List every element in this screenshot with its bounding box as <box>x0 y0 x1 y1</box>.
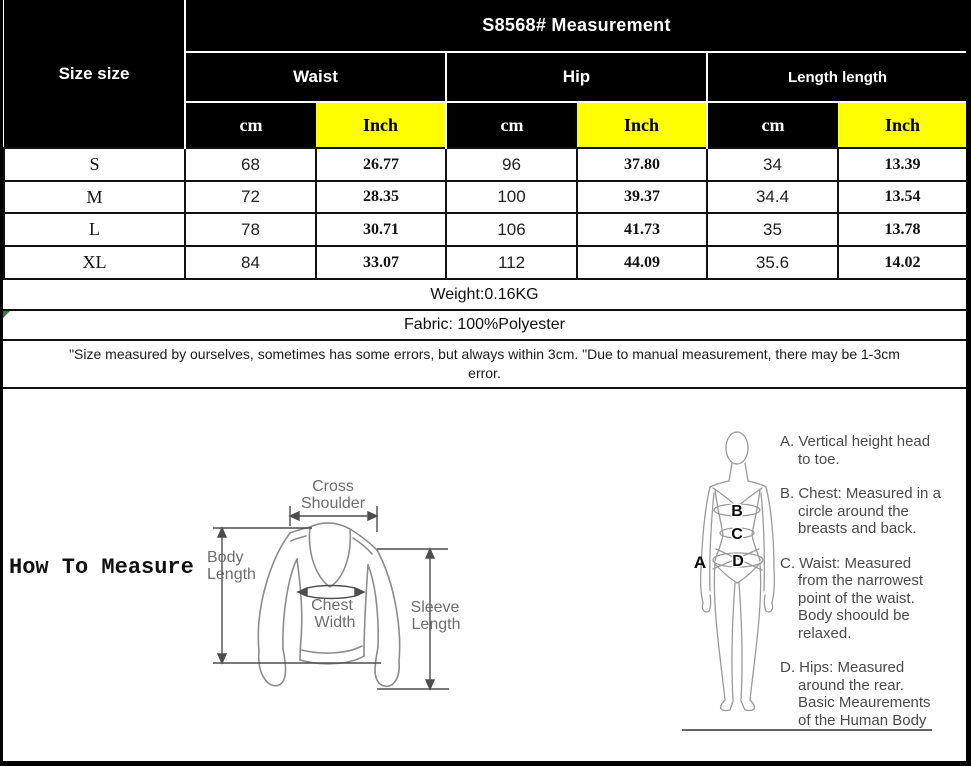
waist-inch: 33.07 <box>316 246 446 279</box>
size-label: L <box>4 213 185 246</box>
instruction-line: of the Human Body <box>798 711 927 729</box>
chest-width-label: Width <box>314 614 356 631</box>
table-row-s <box>4 148 967 181</box>
waist-cm: 72 <box>185 181 316 213</box>
note-line-2: error. <box>468 365 501 381</box>
length-cm: 34.4 <box>707 181 838 213</box>
instruction-line: Body shoould be <box>798 607 910 624</box>
how-to-measure-section <box>3 389 966 760</box>
instruction-line: C. Waist: Measured <box>780 554 912 572</box>
measure-instructions <box>780 433 966 746</box>
figure-letter-d: D <box>732 553 744 570</box>
size-table <box>3 0 968 280</box>
length-inch: 13.39 <box>838 148 967 181</box>
fabric-text: Fabric: 100%Polyester <box>404 316 565 333</box>
instruction-c <box>780 555 966 643</box>
hip-inch: 39.37 <box>577 181 707 213</box>
hip-inch: 37.80 <box>577 148 707 181</box>
figure-letter-b: B <box>731 503 743 520</box>
waist-inch: 26.77 <box>316 148 446 181</box>
size-column-header: Size size <box>4 0 185 148</box>
instruction-line: A. Vertical height head <box>780 433 931 450</box>
cell-comment-marker <box>3 311 10 318</box>
table-row-m <box>4 181 967 213</box>
length-cm: 35 <box>707 213 838 246</box>
sleeve-length-label: Sleeve <box>410 599 460 616</box>
fabric-row <box>3 311 966 341</box>
table-row-l <box>4 213 967 246</box>
sleeve-length-label: Length <box>411 616 461 633</box>
unit-header-cm: cm <box>185 102 316 148</box>
length-inch: 13.78 <box>838 213 967 246</box>
length-inch: 13.54 <box>838 181 967 213</box>
instruction-d <box>780 659 966 729</box>
instruction-line: B. Chest: Measured in a <box>780 485 941 502</box>
garment-labels <box>207 478 460 633</box>
waist-cm: 68 <box>185 148 316 181</box>
hip-cm: 112 <box>446 246 577 279</box>
size-label: S <box>4 148 185 181</box>
instruction-line: Basic Meaurements <box>798 694 931 711</box>
how-to-measure-heading: How To Measure <box>9 555 194 580</box>
cross-shoulder-label: Cross <box>312 478 354 495</box>
body-length-label: Body <box>207 549 244 566</box>
size-label: XL <box>4 246 185 279</box>
figure-letter-a: A <box>693 553 707 572</box>
hip-inch: 44.09 <box>577 246 707 279</box>
figure-letter-c: C <box>731 526 743 543</box>
unit-header-cm: cm <box>707 102 838 148</box>
unit-header-inch: Inch <box>577 102 707 148</box>
note-line-1: "Size measured by ourselves, sometimes has some errors, but always within 3cm. "Due to manual measurement, there may be 1-3cm <box>69 346 900 362</box>
waist-cm: 84 <box>185 246 316 279</box>
instruction-b <box>780 485 966 538</box>
unit-header-inch: Inch <box>838 102 967 148</box>
group-header-waist: Waist <box>185 52 446 102</box>
size-label: M <box>4 181 185 213</box>
weight-text: Weight:0.16KG <box>430 285 539 303</box>
instruction-line: point of the waist. <box>798 589 915 607</box>
waist-inch: 30.71 <box>316 213 446 246</box>
instruction-line: around the rear. <box>798 676 904 694</box>
unit-header-cm: cm <box>446 102 577 148</box>
body-length-label: Length <box>207 566 256 583</box>
instruction-line: circle around the <box>798 502 909 520</box>
instruction-a <box>780 433 966 468</box>
note-row <box>3 341 966 389</box>
table-title: S8568# Measurement <box>185 0 967 52</box>
chest-width-label: Chest <box>311 597 353 614</box>
group-header-hip: Hip <box>446 52 707 102</box>
mannequin-figure <box>701 432 775 710</box>
hip-inch: 41.73 <box>577 213 707 246</box>
group-header-length: Length length <box>707 52 967 102</box>
table-row-xl <box>4 246 967 279</box>
instruction-line: breasts and back. <box>798 520 917 537</box>
instruction-line: from the narrowest <box>798 572 924 589</box>
instruction-line: relaxed. <box>798 624 852 642</box>
waist-cm: 78 <box>185 213 316 246</box>
hip-cm: 96 <box>446 148 577 181</box>
length-inch: 14.02 <box>838 246 967 279</box>
waist-inch: 28.35 <box>316 181 446 213</box>
hip-cm: 106 <box>446 213 577 246</box>
unit-header-inch: Inch <box>316 102 446 148</box>
hip-cm: 100 <box>446 181 577 213</box>
length-cm: 34 <box>707 148 838 181</box>
instruction-line: D. Hips: Measured <box>780 659 905 676</box>
cross-shoulder-label: Shoulder <box>300 495 366 512</box>
weight-row <box>3 280 966 311</box>
length-cm: 35.6 <box>707 246 838 279</box>
instruction-line: to toe. <box>798 450 840 468</box>
